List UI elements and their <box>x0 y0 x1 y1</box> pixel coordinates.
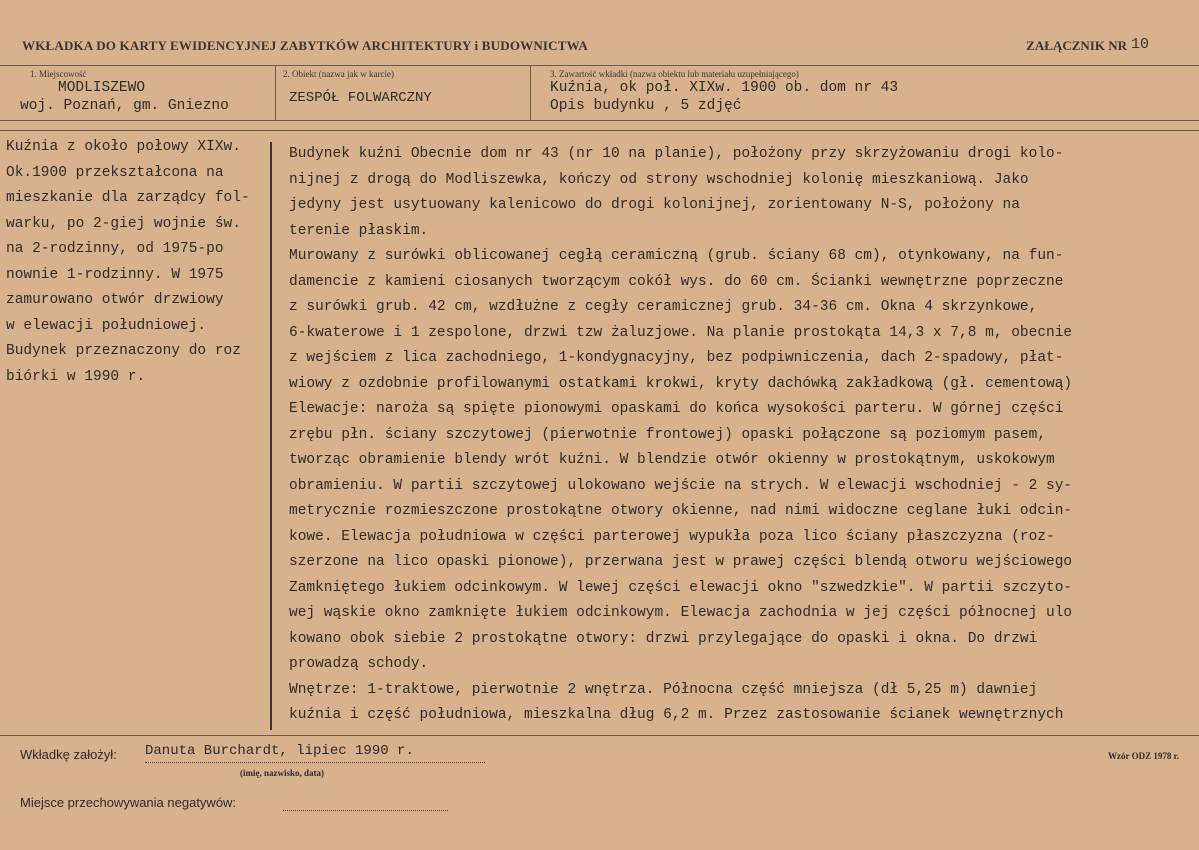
locality-name: MODLISZEWO <box>58 80 146 96</box>
description-line: Wnętrze: 1-traktowe, pierwotnie 2 wnętrza. Północna część mniejsza (dł 5,25 m) dawniej <box>289 681 1038 698</box>
left-note-line: biórki w 1990 r. <box>6 368 146 385</box>
left-note-line: nownie 1-rodzinny. W 1975 <box>6 266 224 283</box>
description-line: metrycznie rozmieszczone prostokątne otwory okienne, nad nimi widoczne ceglane łuki odcin- <box>289 503 1073 519</box>
description-line: nijnej z drogą do Modliszewka, kończy od strony wschodniej kolonię mieszkaniową. Jako <box>289 171 1029 188</box>
description-line: Elewacje: naroża są spięte pionowymi opaskami do końca wysokości parteru. W górnej części <box>289 401 1064 417</box>
left-note-line: Kuźnia z około połowy XIXw. <box>6 139 241 155</box>
left-note-line: Ok.1900 przekształcona na <box>6 164 224 181</box>
column-divider <box>270 142 272 730</box>
description-line: wej wąskie okno zamknięte łukiem odcinkowym. Elewacja zachodnia w jej części północnej ulo <box>289 605 1073 621</box>
annex-label: ZAŁĄCZNIK NR <box>1026 38 1127 53</box>
negatives-dotted-line <box>283 810 448 811</box>
left-note-line: zamurowano otwór drzwiowy <box>6 292 224 308</box>
description-line: szerzone na lico opaski pionowe), przerwana jest w prawej części blendą otworu wejściowego <box>289 554 1073 570</box>
negatives-label: Miejsce przechowywania negatywów: <box>20 795 237 810</box>
description-line: Zamkniętego łukiem odcinkowym. W lewej części elewacji okno "szwedzkie". W partii szczyto- <box>289 579 1073 596</box>
content-line-2: Opis budynku , 5 zdjęć <box>550 98 742 114</box>
content-label: 3. Zawartość wkładki (nazwa obiektu lub materiału uzupełniającego) <box>550 69 799 79</box>
description-line: terenie płaskim. <box>289 222 429 239</box>
left-note-line: warku, po 2-giej wojnie św. <box>6 215 241 232</box>
locality-label: 1. Miejscowość <box>30 69 87 79</box>
description-line: Murowany z surówki oblicowanej cegłą ceramiczną (grub. ściany 68 cm), otynkowany, na fun- <box>289 248 1064 264</box>
description-line: z surówki grub. 42 cm, wzdłużne z cegły ceramicznej grub. 34-36 cm. Okna 4 skrzynkowe, <box>289 299 1038 315</box>
description-line: z wejściem z lica zachodniego, 1-kondygnacyjny, bez podpiwniczenia, dach 2-spadowy, płat- <box>289 350 1064 366</box>
description-line: damencie z kamieni ciosanych tworzącym cokół wys. do 60 cm. Ścianki wewnętrzne poprzeczne <box>289 273 1064 290</box>
header-rule <box>0 65 1199 66</box>
field-divider-2 <box>530 65 531 120</box>
body-bottom-rule <box>0 735 1199 736</box>
founder-label: Wkładkę założył: <box>20 747 117 762</box>
field-divider-1 <box>275 65 276 120</box>
left-note-line: na 2-rodzinny, od 1975-po <box>6 241 224 257</box>
description-line: kuźnia i część południowa, mieszkalna dług 6,2 m. Przez zastosowanie ścianek wewnętrznych <box>289 707 1064 723</box>
left-note-line: w elewacji południowej. <box>6 317 207 334</box>
description-line: jedyny jest usytuowany kalenicowo do drogi kolonijnej, zorientowany N-S, położony na <box>289 197 1020 213</box>
content-line-1: Kuźnia, ok poł. XIXw. 1900 ob. dom nr 43 <box>550 80 899 96</box>
founder-dotted-line <box>145 762 485 763</box>
description-line: prowadzą schody. <box>289 656 429 672</box>
description-line: wiowy z ozdobnie profilowanymi ostatkami krokwi, kryty dachówką zakładkową (gł. cementową) <box>289 375 1073 392</box>
description-line: kowano obok siebie 2 prostokątne otwory: drzwi przylegające do opaski i okna. Do drzwi <box>289 630 1038 647</box>
description-line: kowe. Elewacja południowa w części parterowej wypukła poza lico ściany płaszczyzna (roz- <box>289 528 1055 545</box>
object-value: ZESPÓŁ FOLWARCZNY <box>289 90 432 106</box>
fields-rule <box>0 120 1199 121</box>
description-line: tworząc obramienie blendy wrót kuźni. W blendzie otwór okienny w prostokątnym, uskokowym <box>289 452 1055 468</box>
annex-number: 10 <box>1130 36 1149 53</box>
description-line: Budynek kuźni Obecnie dom nr 43 (nr 10 na planie), położony przy skrzyżowaniu drogi kolo- <box>289 146 1064 162</box>
description-line: obramieniu. W partii szczytowej ulokowano wejście na strych. W elewacji wschodniej - 2 sy- <box>289 477 1073 494</box>
left-note-line: mieszkanie dla zarządcy fol- <box>6 190 250 206</box>
founder-caption: (imię, nazwisko, data) <box>240 768 324 778</box>
body-top-rule <box>0 130 1199 131</box>
founder-value: Danuta Burchardt, lipiec 1990 r. <box>145 743 414 759</box>
description-line: 6-kwaterowe i 1 zespolone, drzwi tzw żaluzjowe. Na planie prostokąta 14,3 x 7,8 m, obecnie <box>289 324 1073 341</box>
template-code: Wzór ODZ 1978 r. <box>1108 751 1179 761</box>
left-column-notes <box>6 135 250 390</box>
object-label: 2. Obiekt (nazwa jak w karcie) <box>283 69 394 79</box>
main-description <box>289 142 1072 729</box>
description-line: zrębu płn. ściany szczytowej (pierwotnie frontowej) opaski połączone są poziomym pasem, <box>289 426 1047 443</box>
locality-region: woj. Poznań, gm. Gniezno <box>20 98 229 114</box>
card-title: WKŁADKA DO KARTY EWIDENCYJNEJ ZABYTKÓW ARCHITEKTURY i BUDOWNICTWA <box>22 38 588 53</box>
left-note-line: Budynek przeznaczony do roz <box>6 343 241 359</box>
